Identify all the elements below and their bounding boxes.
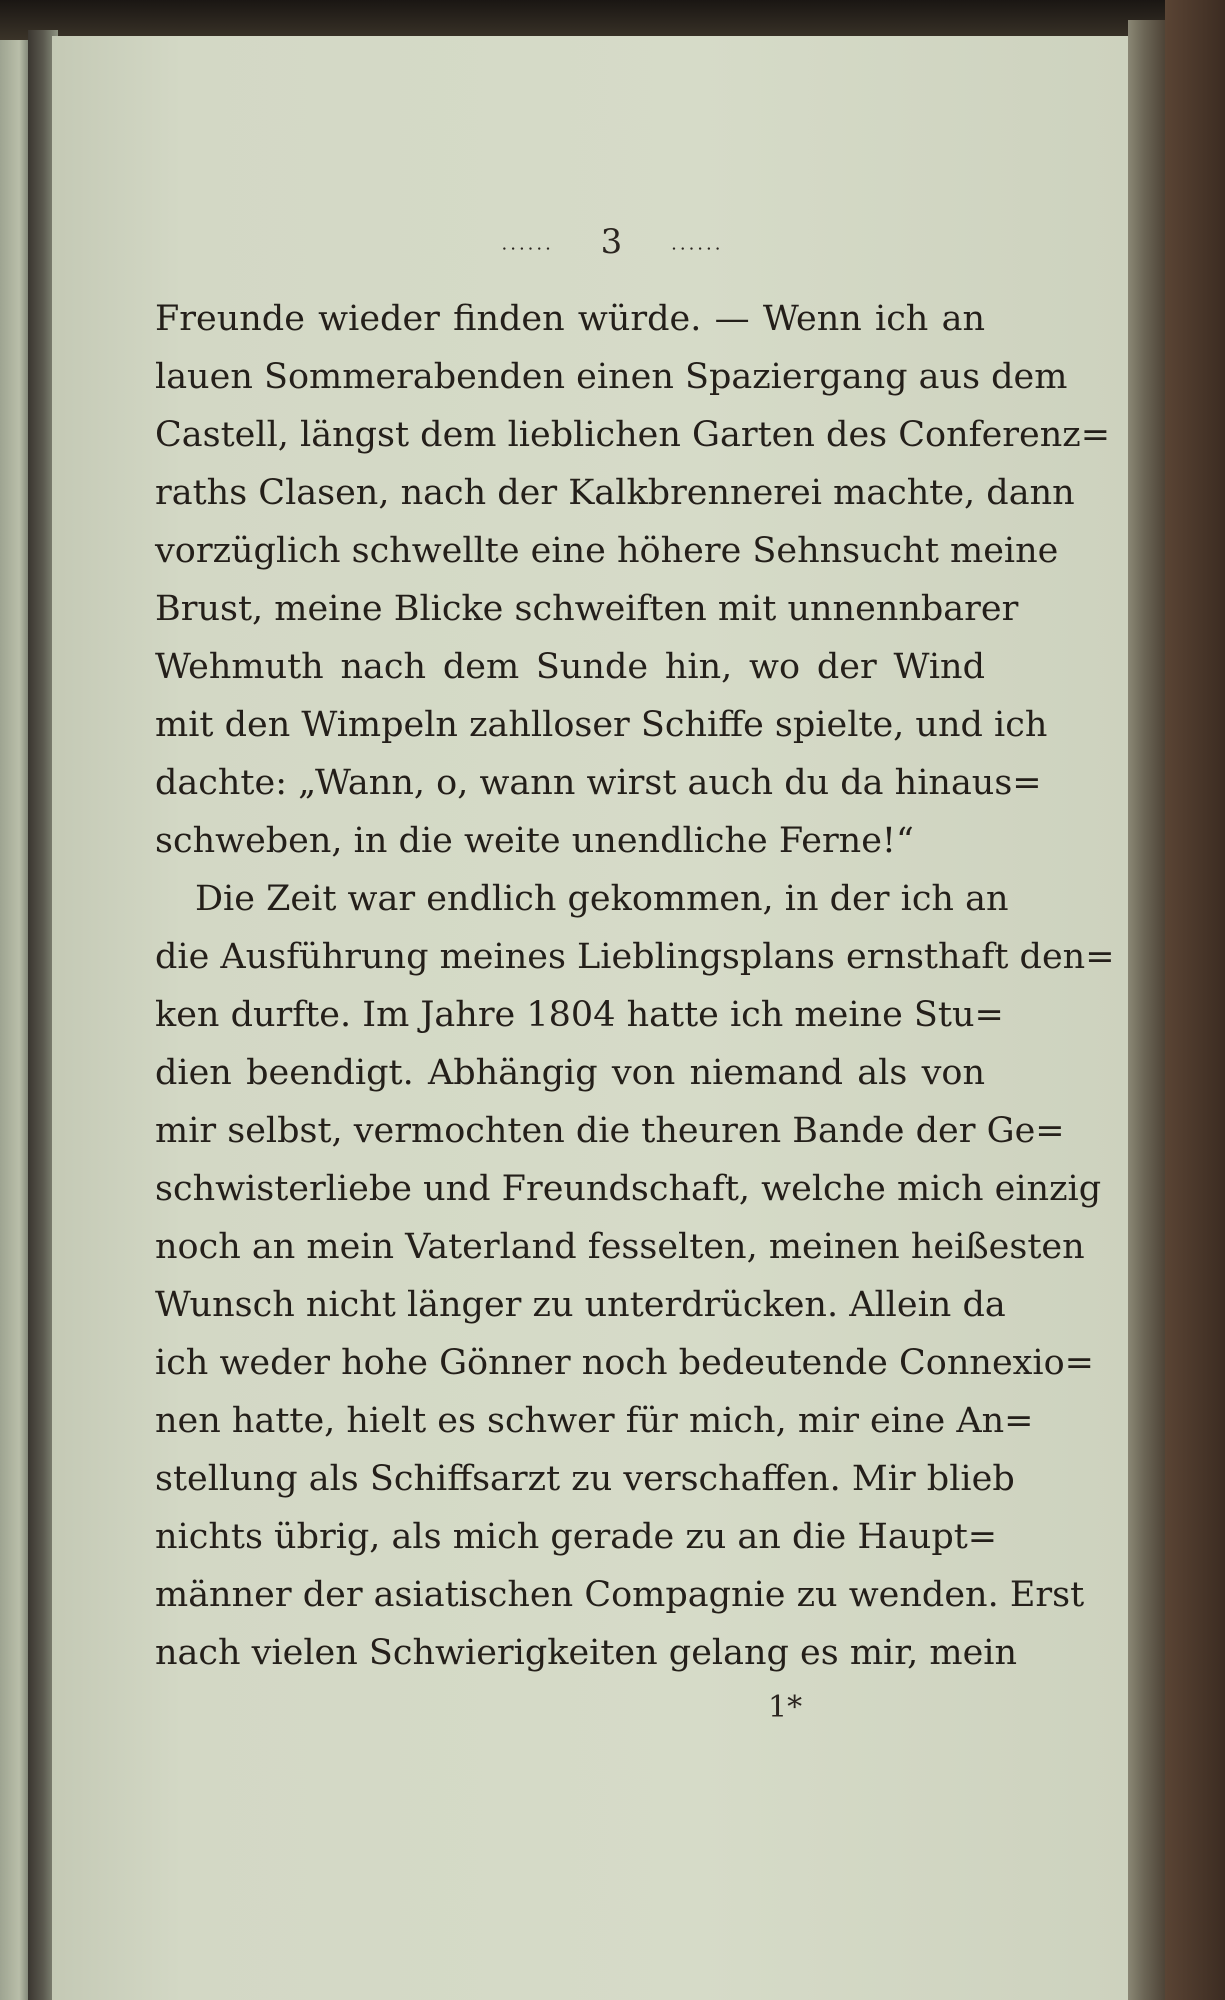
book-cover-edge <box>1165 0 1225 2000</box>
text-line: die Ausführung meines Lieblingsplans ernsthaft den= <box>155 937 1115 977</box>
running-head <box>0 222 1225 262</box>
text-line: noch an mein Vaterland fesselten, meinen heißesten <box>155 1227 1085 1267</box>
page-fore-edge <box>1128 20 1168 2000</box>
text-line-paragraph-start: Die Zeit war endlich gekommen, in der ich an <box>195 879 1009 919</box>
text-line: nichts übrig, als mich gerade zu an die Haupt= <box>155 1517 998 1557</box>
text-line: dien beendigt. Abhängig von niemand als von <box>155 1053 985 1093</box>
signature-mark: 1* <box>768 1690 803 1725</box>
text-line: nach vielen Schwierigkeiten gelang es mir, mein <box>155 1633 1018 1673</box>
page-number: 3 <box>600 222 625 262</box>
text-line: lauen Sommerabenden einen Spaziergang aus dem <box>155 357 1068 397</box>
text-line: dachte: „Wann, o, wann wirst auch du da hinaus= <box>155 763 1042 803</box>
text-line: ich weder hohe Gönner noch bedeutende Connexio= <box>155 1343 1094 1383</box>
text-line: Castell, längst dem lieblichen Garten des Conferenz= <box>155 415 1111 455</box>
running-head-dots-right: ...... <box>671 233 724 255</box>
text-line-paragraph-end: schweben, in die weite unendliche Ferne!“ <box>155 821 914 861</box>
text-line: mit den Wimpeln zahlloser Schiffe spielte, und ich <box>155 705 1048 745</box>
text-line: raths Clasen, nach der Kalkbrennerei machte, dann <box>155 473 1075 513</box>
body-text <box>155 290 1115 1682</box>
text-line: Freunde wieder finden würde. — Wenn ich an <box>155 299 985 339</box>
text-line: männer der asiatischen Compagnie zu wenden. Erst <box>155 1575 1085 1615</box>
text-line: mir selbst, vermochten die theuren Bande der Ge= <box>155 1111 1065 1151</box>
text-line: Wunsch nicht länger zu unterdrücken. Allein da <box>155 1285 1006 1325</box>
text-line: vorzüglich schwellte eine höhere Sehnsucht meine <box>155 531 1059 571</box>
text-line: ken durfte. Im Jahre 1804 hatte ich meine Stu= <box>155 995 1004 1035</box>
text-line: schwisterliebe und Freundschaft, welche mich einzig <box>155 1169 1102 1209</box>
text-line: nen hatte, hielt es schwer für mich, mir eine An= <box>155 1401 1034 1441</box>
running-head-dots-left: ...... <box>501 233 554 255</box>
text-line: stellung als Schiffsarzt zu verschaffen. Mir blieb <box>155 1459 1015 1499</box>
text-line: Wehmuth nach dem Sunde hin, wo der Wind <box>155 647 985 687</box>
scan-top-border <box>0 0 1225 40</box>
text-line: Brust, meine Blicke schweiften mit unnennbarer <box>155 589 1019 629</box>
